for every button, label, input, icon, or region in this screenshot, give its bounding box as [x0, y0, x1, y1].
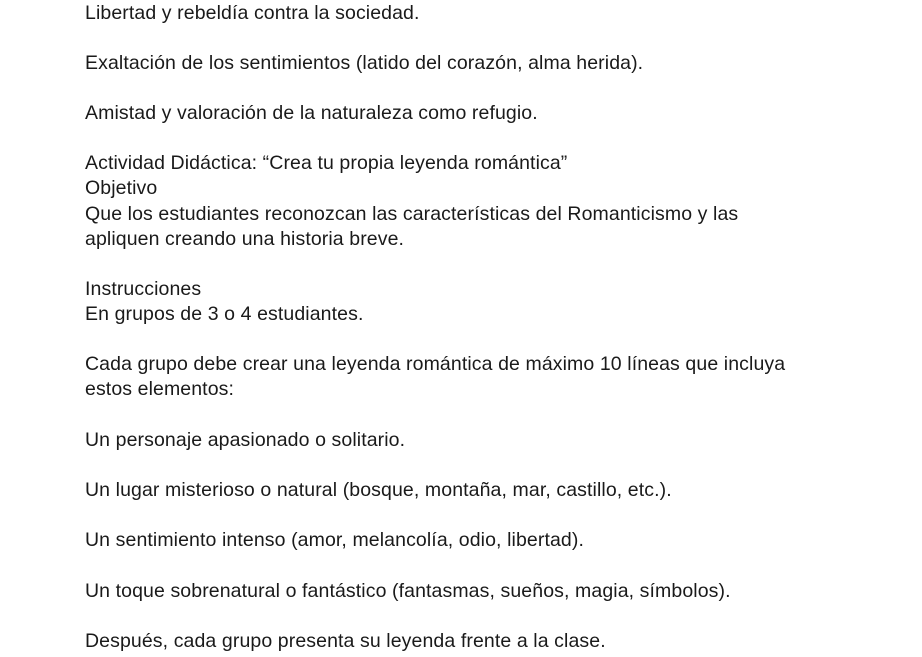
text-line-amistad: Amistad y valoración de la naturaleza como refugio. — [85, 102, 538, 124]
text-line-exaltacion: Exaltación de los sentimientos (latido del corazón, alma herida). — [85, 52, 644, 74]
instructions-heading: Instrucciones — [85, 278, 202, 300]
text-line-presentation: Después, cada grupo presenta su leyenda frente a la clase. — [85, 630, 606, 652]
element-character: Un personaje apasionado o solitario. — [85, 429, 406, 451]
objective-text-line-1: Que los estudiantes reconozcan las características del Romanticismo y las — [85, 203, 739, 225]
element-place: Un lugar misterioso o natural (bosque, montaña, mar, castillo, etc.). — [85, 479, 672, 501]
activity-title: Actividad Didáctica: “Crea tu propia leyenda romántica” — [85, 152, 568, 174]
instruction-create-line-2: estos elementos: — [85, 378, 235, 400]
instruction-create-line-1: Cada grupo debe crear una leyenda romántica de máximo 10 líneas que incluya — [85, 353, 786, 375]
text-line-libertad: Libertad y rebeldía contra la sociedad. — [85, 2, 420, 24]
instruction-groups: En grupos de 3 o 4 estudiantes. — [85, 303, 364, 325]
objective-heading: Objetivo — [85, 177, 158, 199]
element-feeling: Un sentimiento intenso (amor, melancolía, odio, libertad). — [85, 529, 584, 551]
objective-text-line-2: apliquen creando una historia breve. — [85, 228, 405, 250]
element-supernatural: Un toque sobrenatural o fantástico (fantasmas, sueños, magia, símbolos). — [85, 580, 731, 602]
